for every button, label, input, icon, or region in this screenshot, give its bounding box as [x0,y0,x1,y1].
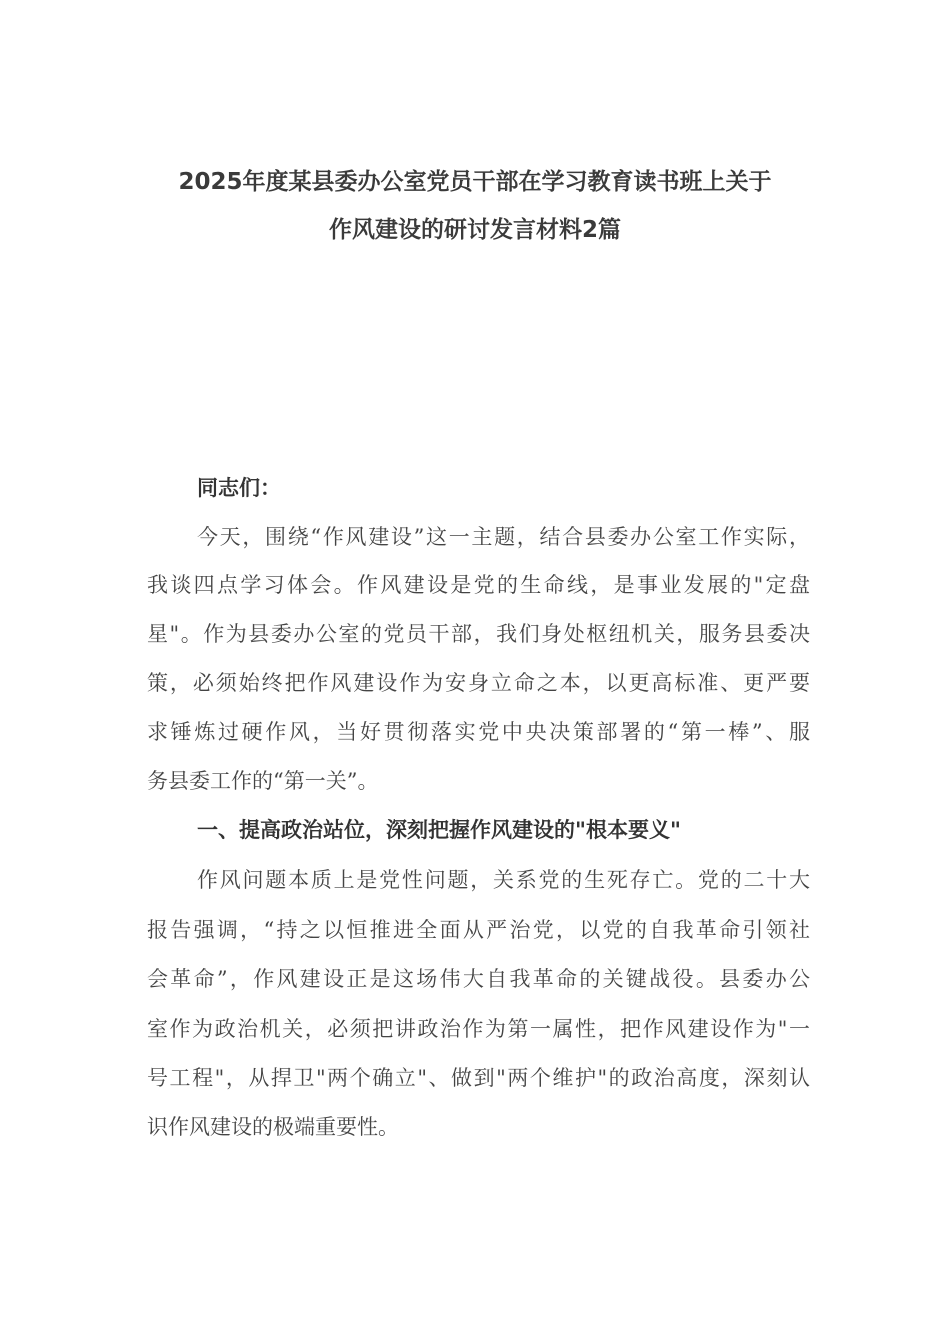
paragraph-line: 策，必须始终把作风建设作为安身立命之本，以更高标准、更严要 [147,671,810,695]
paragraph-line: 求锤炼过硬作风，当好贯彻落实党中央决策部署的“第一棒”、服 [147,720,810,744]
paragraph-line: 识作风建设的极端重要性。 [147,1115,399,1139]
greeting: 同志们： [197,476,281,500]
paragraph-line: 务县委工作的“第一关”。 [147,769,379,793]
document-title-line-2: 作风建设的研讨发言材料2篇 [328,217,621,243]
paragraph-line: 报告强调，“持之以恒推进全面从严治党，以党的自我革命引领社 [147,918,810,942]
section-heading-1: 一、提高政治站位，深刻把握作风建设的"根本要义" [197,818,681,842]
paragraph-line: 号工程"，从捍卫"两个确立"、做到"两个维护"的政治高度，深刻认 [147,1066,810,1090]
paragraph-line: 作风问题本质上是党性问题，关系党的生死存亡。党的二十大 [197,868,810,892]
paragraph-line: 室作为政治机关，必须把讲政治作为第一属性，把作风建设作为"一 [147,1017,810,1041]
paragraph-line: 我谈四点学习体会。作风建设是党的生命线，是事业发展的"定盘 [147,573,810,597]
paragraph-line: 会革命”，作风建设正是这场伟大自我革命的关键战役。县委办公 [147,967,810,991]
paragraph-line: 星"。作为县委办公室的党员干部，我们身处枢纽机关，服务县委决 [147,622,810,646]
paragraph-line: 今天，围绕“作风建设”这一主题，结合县委办公室工作实际， [197,525,810,549]
document-title-line-1: 2025年度某县委办公室党员干部在学习教育读书班上关于 [178,169,772,195]
